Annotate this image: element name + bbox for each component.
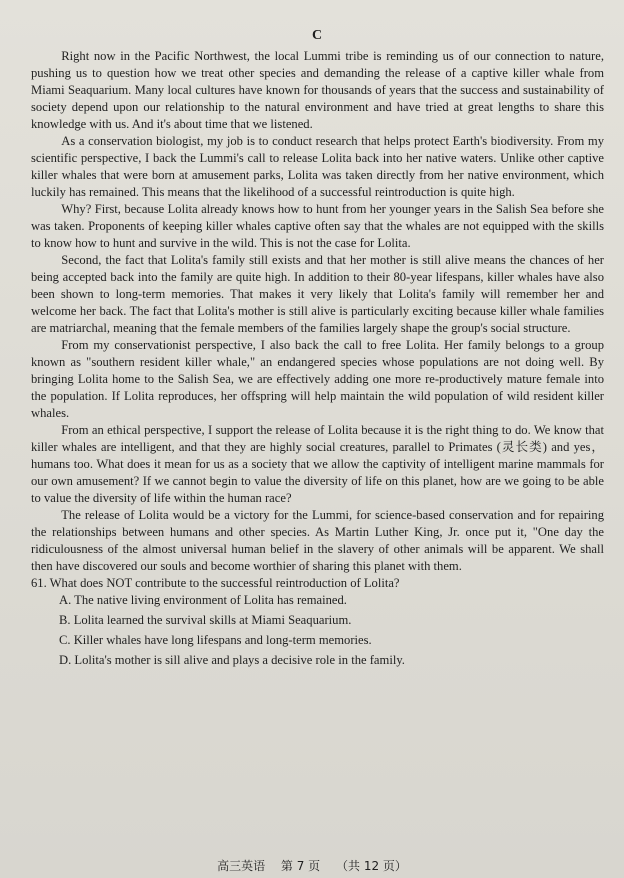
section-heading: C bbox=[311, 28, 324, 43]
footer-subject: 高三英语 bbox=[217, 859, 266, 873]
option-d: D. Lolita's mother is sill alive and plays a decisive role in the family. bbox=[59, 653, 405, 667]
footer-total-pages: （共 12 页） bbox=[336, 859, 407, 873]
paragraph-4: Second, the fact that Lolita's family still exists and that her mother is still alive means the chances of her being accepted back into the family are quite high. In addition to their 80-year lifespans, killer whales have also been shown to long-term memories. That makes it very likely that Lolita's family will remember her and welcome her back. The fact that Lolita's mother is still alive is particularly exciting because killer whale families are matriarchal, meaning that the female members of the families largely shape the group's social structure. bbox=[31, 253, 604, 335]
footer-page-number: 第 7 页 bbox=[280, 859, 321, 873]
paragraph-6: From an ethical perspective, I support the release of Lolita because it is the right thing to do. We know that killer whales are intelligent, and that they are highly social creatures, parallel to Primates (灵长类) and yes，humans too. What does it mean for us as a society that we allow the captivity of intelligent marine mammals for our own amusement? If we cannot begin to value the diversity of life on this planet, how are we going to be able to value the diversity of life within the human race? bbox=[31, 423, 604, 505]
option-c: C. Killer whales have long lifespans and long-term memories. bbox=[59, 633, 372, 647]
question-61 bbox=[31, 575, 604, 669]
page-footer bbox=[0, 857, 624, 874]
paragraph-3: Why? First, because Lolita already knows how to hunt from her younger years in the Salish Sea before she was taken. Proponents of keeping killer whales captive often say that the whales are not equipped with the skills to know how to hunt and survive in the wild. This is not the case for Lolita. bbox=[31, 202, 604, 250]
paragraph-5: From my conservationist perspective, I also back the call to free Lolita. Her family belongs to a group known as "southern resident killer whale," an endangered species whose populations are not doing well. By bringing Lolita home to the Salish Sea, we are effectively adding one more re-productively mature female into the population. If Lolita reproduces, her offspring will help maintain the wild population of wild resident killer whales. bbox=[31, 338, 604, 420]
paragraph-2: As a conservation biologist, my job is to conduct research that helps protect Earth's biodiversity. From my scientific perspective, I back the Lummi's call to release Lolita back into her native waters. Unlike other captive killer whales that were born at amusement parks, Lolita was taken directly from her native environment, which luckily has remained. This means that the likelihood of a successful reintroduction is quite high. bbox=[31, 134, 604, 199]
question-stem: 61. What does NOT contribute to the successful reintroduction of Lolita? bbox=[31, 576, 400, 590]
paragraph-7: The release of Lolita would be a victory for the Lummi, for science-based conservation and for repairing the relationships between humans and other species. As Martin Luther King, Jr. once put it, "One day the ridiculousness of the almost universal human belief in the slavery of other animals will be apparent. We shall then have discovered our souls and become worthier of sharing this planet with them. bbox=[31, 508, 604, 573]
paragraph-1: Right now in the Pacific Northwest, the local Lummi tribe is reminding us of our connection to nature, pushing us to question how we treat other species and demanding the release of a captive killer whale from Miami Seaquarium. Many local cultures have known for thousands of years that the success and sustainability of society depend upon our relationship to the natural environment and have tried at great lengths to share this knowledge with us. And it's about time that we listened. bbox=[31, 49, 604, 131]
option-a: A. The native living environment of Lolita has remained. bbox=[59, 593, 347, 607]
option-b: B. Lolita learned the survival skills at Miami Seaquarium. bbox=[59, 613, 352, 627]
